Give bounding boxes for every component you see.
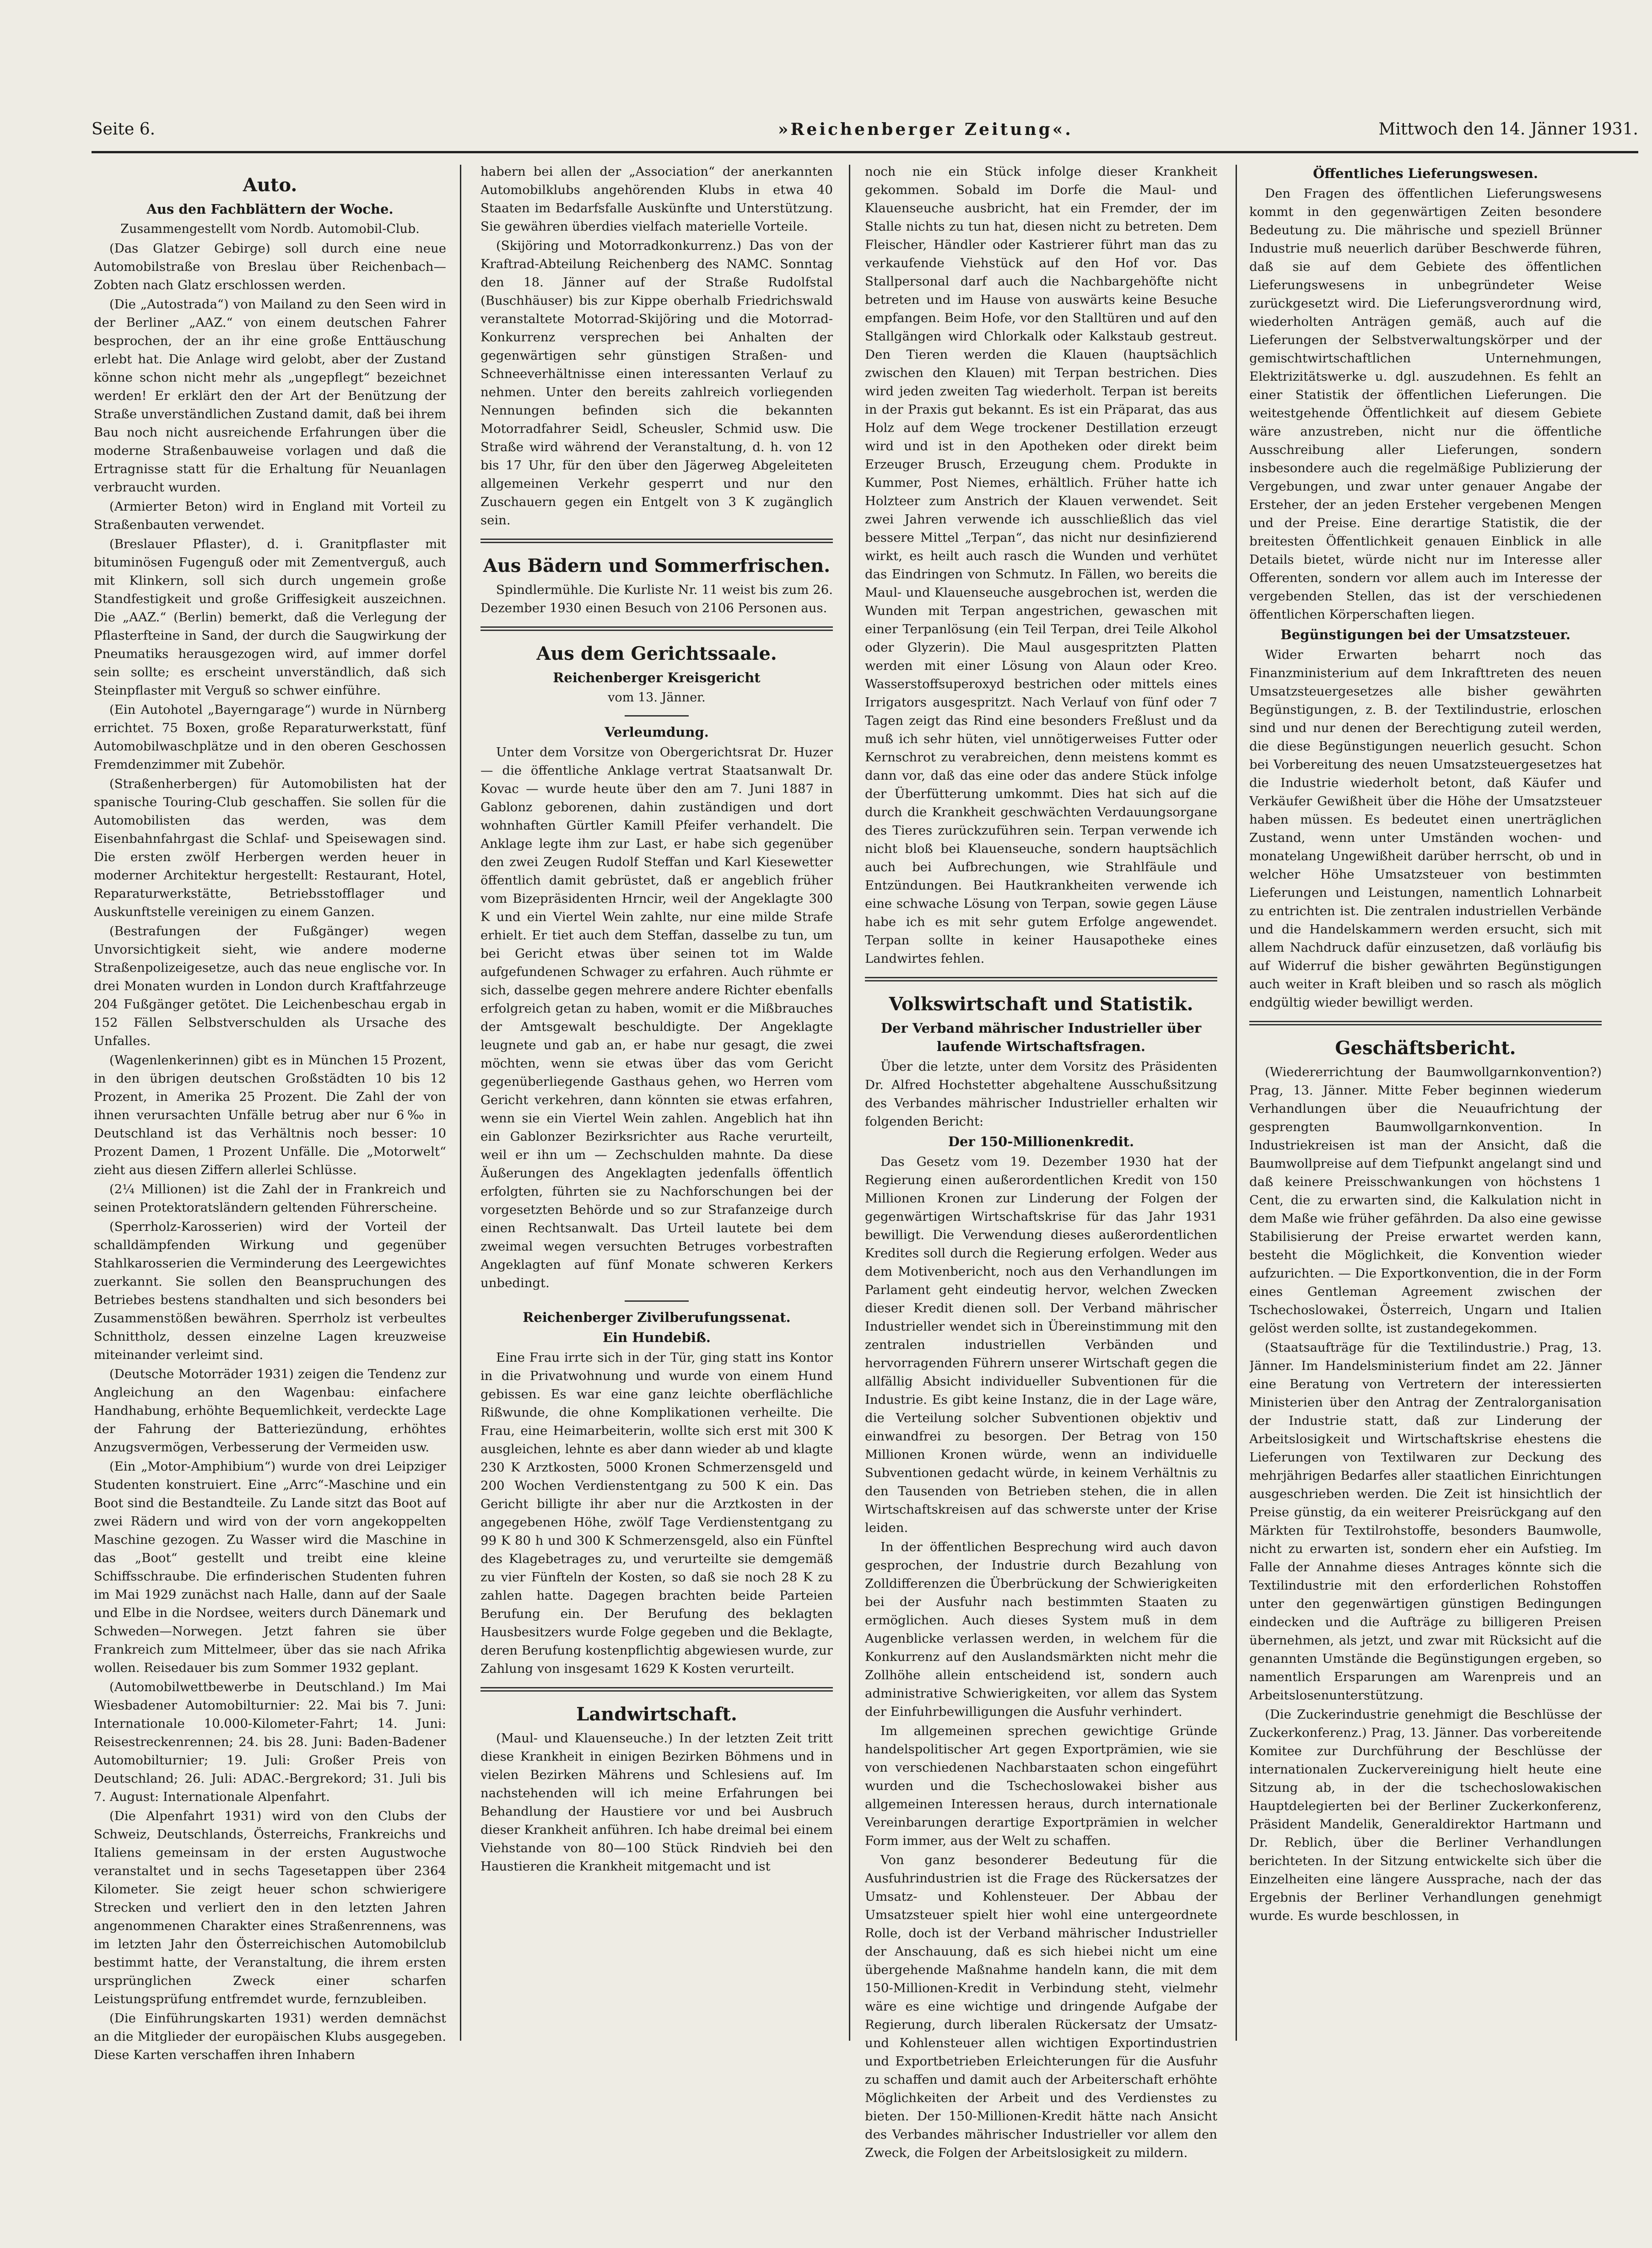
article-paragraph: (Wagenlenkerinnen) gibt es in München 15 Prozent, in den übrigen deutschen Großstädten 10 bis 12 Prozent, in Amerika 25 Prozent. Die Zahl der von ihnen verursachten Unfälle betrug aber nur 6‰ in Deutschland ist das Verhältnis noch besser: 10 Prozent Damen, 1 Prozent Unfälle. Die „Motorwelt“ zieht aus diesen Ziffern allerlei Schlüsse. xyxy=(94,1053,446,1177)
section-rule xyxy=(1249,1021,1602,1025)
article-paragraph: (Skijöring und Motorradkonkurrenz.) Das von der Kraftrad-Abteilung Reichenberg des NAMC. Sonntag den 18. Jänner auf der Straße Rudolfstal (Buschhäuser) bis zur Kippe oberhalb Friedrichswald veranstaltete Motorrad-Skijöring und die Motorrad-Konkurrenz versprechen bei Anhalten der gegenwärtigen sehr günstigen Straßen- und Schneeverhältnisse einen interessanten Verlauf zu nehmen. Unter den bereits zahlreich vorliegenden Nennungen befinden sich die bekannten Motorradfahrer Seidl, Scheusler, Schmid usw. Die Straße wird während der Veranstaltung, d. h. von 12 bis 17 Uhr, für den über den Jägerweg Abgeleiteten allgemeinen Verkehr gesperrt und nur den Zuschauern gegen ein Entgelt von 3 K zugänglich sein. xyxy=(480,238,833,528)
article-paragraph: Unter dem Vorsitze von Obergerichtsrat Dr. Huzer — die öffentliche Anklage vertrat Staatsanwalt Dr. Kovac — wurde heute über den am 7. Juni 1887 in Gablonz geborenen, dahin zuständigen und dort wohnhaften Gürtler Kamill Pfeifer verhandelt. Die Anklage legte ihm zur Last, er habe sich gegenüber den zwei Zeugen Rudolf Steffan und Karl Kiesewetter öffentlich damit gebrüstet, daß er angeblich früher vom Bizepräsidenten Hrncir, weil der Angeklagte 300 K und ein Viertel Wein zahlte, nur eine milde Strafe erhielt. Er tiet auch dem Steffan, dasselbe zu tun, um bei Gericht etwas über seinen tot im Walde aufgefundenen Schwager zu erfahren. Auch rühmte er sich, dasselbe gegen mehrere andere Richter ebenfalls erfolgreich getan zu haben, womit er die Mißbrauches der Amtsgewalt beschuldigte. Der Angeklagte leugnete und gab an, er habe nur gesagt, die zwei möchten, wenn sie etwas über das vom Gericht gegenüberliegende Gasthaus gehen, wo Herren vom Gericht verkehren, dann könnten sie etwas erfahren, wenn sie ein Viertel Wein zahlen. Angeblich hat ihn ein Gablonzer Bezirksrichter aus Rache verurteilt, weil er ihn um — Zechschulden mahnte. Da diese Äußerungen des Angeklagten jedenfalls öffentlich erfolgten, führten sie zu Nachforschungen bei der vorgesetzten Behörde und so zur Strafanzeige durch einen Rechtsanwalt. Das Urteil lautete bei dem zweimal wegen versuchten Betruges vorbestraften Angeklagten auf fünf Monate schweren Kerkers unbedingt. xyxy=(480,745,833,1290)
article-paragraph: (2¼ Millionen) ist die Zahl der in Frankreich und seinen Protektoratsländern geltenden Führerscheine. xyxy=(94,1182,446,1215)
section-heading-geschaeftsbericht: Geschäftsbericht. xyxy=(1335,1037,1516,1059)
article-paragraph: (Maul- und Klauenseuche.) In der letzten Zeit tritt diese Krankheit in einigen Bezirken Böhmens und in vielen Bezirken Mährens und Schlesiens auf. Im nachstehenden will ich meine Erfahrungen bei Behandlung der Haustiere vor und bei Ausbruch dieser Krankheit anführen. Ich habe dreimal bei einem Viehstande von 80—100 Stück Rindvieh bei den Haustieren die Krankheit mitgemacht und ist xyxy=(480,1731,833,1874)
column-divider xyxy=(849,165,850,2041)
issue-date: Mittwoch den 14. Jänner 1931. xyxy=(1378,120,1638,139)
newspaper-title: »Reichenberger Zeitung«. xyxy=(778,120,1073,139)
article-paragraph: (Ein Autohotel „Bayerngarage“) wurde in Nürnberg errichtet. 75 Boxen, große Reparaturwerkstatt, fünf Automobilwaschplätze und in den oberen Geschossen Fremdenzimmer mit Zubehör. xyxy=(94,702,446,772)
article-paragraph: In der öffentlichen Besprechung wird auch davon gesprochen, der Industrie durch Bezahlung von Zolldifferenzen die Überbrückung der Schwierigkeiten bei der Ausfuhr nach bestimmten Staaten zu ermöglichen. Auch dieses System muß in dem Augenblicke verlassen werden, in welchem für die Konkurrenz auf den Auslandsmärkten nicht mehr die Zollhöhe allein entscheidend ist, sondern auch administrative Schwierigkeiten, vor allem das System der Einfuhrbewilligungen die Ausfuhr verhindert. xyxy=(865,1540,1217,1719)
header-rule xyxy=(92,151,1638,153)
subheading: Öffentliches Lieferungswesen. xyxy=(1313,166,1538,181)
article-paragraph: Spindlermühle. Die Kurliste Nr. 11 weist bis zum 26. Dezember 1930 einen Besuch von 2106 Personen aus. xyxy=(480,582,833,615)
section-rule xyxy=(865,977,1217,981)
section-heading-baeder: Aus Bädern und Sommerfrischen. xyxy=(483,555,831,577)
section-heading-landwirtschaft: Landwirtschaft. xyxy=(576,1704,737,1725)
article-paragraph: (Breslauer Pflaster), d. i. Granitpflaster mit bituminösen Fugenguß oder mit Zementverguß, auch mit Klinkern, soll sich durch ungemein große Standfestigkeit und große Griffesigkeit auszeichnen. Die „AAZ.“ (Berlin) bemerkt, daß die Verlegung der Pflasterfteine in Sand, der durch die Saugwirkung der Pneumatiks herausgezogen wird, auf immer dorfel sein sollte; es erscheint unverständlich, daß sich Steinpflaster mit Verguß so schwer einführe. xyxy=(94,537,446,698)
article-paragraph: (Die Einführungskarten 1931) werden demnächst an die Mitglieder der europäischen Klubs ausgegeben. Diese Karten verschaffen ihren Inhabern xyxy=(94,2011,446,2062)
subheading: Ein Hundebiß. xyxy=(602,1330,711,1345)
article-paragraph: (Straßenherbergen) für Automobilisten hat der spanische Touring-Club geschaffen. Sie sollen für die Automobilisten das werden, was dem Eisenbahnfahrgast die Schlaf- und Speisewagen sind. Die ersten zwölf Herbergen werden heuer in moderner Architektur hergestellt: Restaurant, Hotel, Reparaturwerkstätte, Betriebsstofflager und Auskunftstelle vereinigen zu einem Ganzen. xyxy=(94,776,446,919)
section-heading-auto: Auto. xyxy=(243,174,297,196)
article-paragraph: (Ein „Motor-Amphibium“) wurde von drei Leipziger Studenten konstruiert. Eine „Arrc“-Maschine und ein Boot sind die Bestandteile. Zu Lande sitzt das Boot auf zwei Rädern und wird von der vorn angekoppelten Maschine gezogen. Zu Wasser wird die Maschine in das „Boot“ gestellt und treibt eine kleine Schiffsschraube. Die erfinderischen Studenten fuhren im Mai 1929 zunächst nach Halle, dann auf der Saale und Elbe in die Nordsee, weiters durch Dänemark und Schweden—Norwegen. Jetzt fahren sie über Frankreich zum Mittelmeer, über das sie nach Afrika wollen. Reisedauer bis zum Sommer 1932 geplant. xyxy=(94,1459,446,1675)
section-rule xyxy=(480,1687,833,1692)
article-paragraph: (Das Glatzer Gebirge) soll durch eine neue Automobilstraße von Breslau über Reichenbach—Zobten nach Glatz erschlossen werden. xyxy=(94,241,446,292)
column-divider xyxy=(1236,165,1237,2041)
article-paragraph: (Wiedererrichtung der Baumwollgarnkonvention?) Prag, 13. Jänner. Mitte Feber beginnen wiederum Verhandlungen über die Neuaufrichtung der gesprengten Baumwollgarnkonvention. In Industriekreisen ist man der Ansicht, daß die Baumwollpreise auf dem Tiefpunkt angelangt sind und daß keinere Preisschwankungen von höchstens 1 Cent, die zu erwarten sind, die Kalkulation nicht in dem Maße wie früher gefährden. Da also eine gewisse Stabilisierung der Preise erwartet werden kann, besteht die Möglichkeit, die Konvention wieder aufzurichten. — Die Exportkonvention, die in der Form eines Gentleman Agreement zwischen der Tschechoslowakei, Österreich, Ungarn und Italien gelöst werden sollte, ist zustandegekommen. xyxy=(1249,1065,1602,1336)
subheading: Reichenberger Kreisgericht xyxy=(553,670,761,685)
column-2 xyxy=(480,162,833,2231)
article-paragraph: Wider Erwarten beharrt noch das Finanzministerium auf dem Inkrafttreten des neuen Umsatzsteuergesetzes alle bisher gewährten Begünstigungen, z. B. der Textilindustrie, erloschen sind und nur denen der Berechtigung zuteil werden, die diese Begünstigungen neuerlich gesucht. Schon bei Vorbereitung des neuen Umsatzsteuergesetzes hat die Industrie wiederholt betont, daß Käufer und Verkäufer Gewißheit über die Höhe der Umsatzsteuer haben müssen. Es bedeutet einen unerträglichen Zustand, wenn unter Umständen wochen- und monatelang Ungewißheit darüber herrscht, ob und in welcher Höhe Umsatzsteuer von bestimmten Lieferungen und Leistungen, namentlich Lohnarbeit zu entrichten ist. Die zentralen industriellen Verbände und die Handelskammern werden ersucht, sich mit allem Nachdruck dafür einzusetzen, daß vorläufig bis auf Widerruf die bisher gewährten Begünstigungen auch weiter in Kraft bleiben und so rasch als möglich endgültig wieder bewilligt werden. xyxy=(1249,647,1602,1010)
column-3 xyxy=(865,162,1217,2231)
column-4 xyxy=(1249,162,1602,2231)
article-paragraph: (Bestrafungen der Fußgänger) wegen Unvorsichtigkeit sieht, wie andere moderne Straßenpolizeigesetze, auch das neue englische vor. In drei Monaten wurden in London durch Kraftfahrzeuge 204 Fußgänger getötet. Die Leichenbeschau ergab in 152 Fällen Selbstverschulden als Ursache des Unfalles. xyxy=(94,924,446,1048)
article-paragraph: Den Fragen des öffentlichen Lieferungswesens kommt in den gegenwärtigen Zeiten besondere Bedeutung zu. Die mährische und speziell Brünner Industrie muß neuerlich darüber Beschwerde führen, daß sie auf dem Gebiete des öffentlichen Lieferungswesens in unbegründeter Weise zurückgesetzt wird. Die Lieferungsverordnung wird, wiederholten Anträgen gemäß, auch auf die Lieferungen der Selbstverwaltungskörper und der gemischtwirtschaftlichen Unternehmungen, Elektrizitätswerke u. dgl. auszudehnen. Es fehlt an einer Statistik der öffentlichen Lieferungen. Die weitestgehende Öffentlichkeit auf diesem Gebiete wäre anzustreben, nicht nur die öffentliche Ausschreibung aller Lieferungen, sondern insbesondere auch die regelmäßige Publizierung der Vergebungen, und zwar unter genauer Angabe der Ersteher, der an jeden Ersteher vergebenen Mengen und der Preise. Eine derartige Statistik, die der breitesten Öffentlichkeit genauen Einblick in alle Details bietet, würde nicht nur im Interesse aller Offerenten, sondern vor allem auch im Interesse der vergebenden Stellen, das ist der verschiedenen öffentlichen Körperschaften liegen. xyxy=(1249,186,1602,622)
article-paragraph: Eine Frau irrte sich in der Tür, ging statt ins Kontor in die Privatwohnung und wurde von einem Hund gebissen. Es war eine ganz leichte oberflächliche Rißwunde, die ohne Komplikationen verheilte. Die Frau, eine Heimarbeiterin, wollte sich erst mit 300 K ausgleichen, lehnte es aber dann wieder ab und klagte 230 K Arztkosten, 5000 Kronen Schmerzensgeld und 200 Wochen Verdienstentgang zu 500 K ein. Das Gericht billigte ihr aber nur die Arztkosten in der angegebenen Höhe, zwölf Tage Verdienstentgang zu 99 K 80 h und 300 K Schmerzensgeld, also ein Fünftel des Klagebetrages zu, und verurteilte sie demgemäß zu vier Fünfteln der Kosten, so daß sie noch 28 K zu zahlen hatte. Dagegen brachten beide Parteien Berufung ein. Der Berufung des beklagten Hausbesitzers wurde Folge gegeben und die Beklagte, deren Berufung kostenpflichtig abgewiesen wurde, zur Zahlung von insgesamt 1629 K Kosten verurteilt. xyxy=(480,1350,833,1676)
subheading: Aus den Fachblättern der Woche. xyxy=(146,201,394,217)
column-1 xyxy=(94,162,446,2231)
divider xyxy=(625,715,689,717)
article-paragraph: Von ganz besonderer Bedeutung für die Ausfuhrindustrien ist die Frage des Rückersatzes der Umsatz- und Kohlensteuer. Der Abbau der Umsatzsteuer spielt hier wohl eine untergeordnete Rolle, doch ist der Verband mährischer Industrieller der Anschauung, daß es sich hiebei nicht um eine übergehende Maßnahme handeln kann, die mit dem 150-Millionen-Kredit in Verbindung steht, vielmehr wäre es eine wichtige und dringende Aufgabe der Regierung, durch liberalen Rückersatz der Umsatz- und Kohlensteuer allen wichtigen Exportindustrien und Exportbetrieben Erleichterungen für die Ausfuhr zu schaffen und damit auch der Arbeiterschaft erhöhte Möglichkeiten der Arbeit und des Verdienstes zu bieten. Der 150-Millionen-Kredit hätte nach Ansicht des Verbandes mährischer Industrieller vor allem den Zweck, die Folgen der Arbeitslosigkeit zu mildern. xyxy=(865,1853,1217,2160)
article-paragraph: (Deutsche Motorräder 1931) zeigen die Tendenz zur Angleichung an den Wagenbau: einfachere Handhabung, erhöhte Bequemlichkeit, verdeckte Lage der Fahrung der Batteriezündung, erhöhtes Anzugsvermögen, Verbesserung der Vermeiden usw. xyxy=(94,1367,446,1455)
subheading: Der Verband mährischer Industrieller über laufende Wirtschaftsfragen. xyxy=(880,1020,1202,1054)
section-rule xyxy=(480,539,833,543)
section-rule xyxy=(480,626,833,631)
page-number: Seite 6. xyxy=(92,120,156,139)
subheading: Der 150-Millionenkredit. xyxy=(948,1134,1134,1149)
article-paragraph: Im allgemeinen sprechen gewichtige Gründe handelspolitischer Art gegen Exportprämien, wie sie von verschiedenen Nachbarstaaten schon eingeführt wurden und die Tschechoslowakei bisher aus allgemeinen Interessen heraus, durch internationale Vereinbarungen derartige Exportprämien in welcher Form immer, aus der Welt zu schaffen. xyxy=(865,1724,1217,1848)
article-paragraph: Über die letzte, unter dem Vorsitz des Präsidenten Dr. Alfred Hochstetter abgehaltene Ausschußsitzung des Verbandes mährischer Industrieller erhalten wir folgenden Bericht: xyxy=(865,1059,1217,1129)
article-paragraph: (Sperrholz-Karosserien) wird der Vorteil der schalldämpfenden Wirkung und gegenüber Stahlkarosserien die Verminderung des Leergewichtes zuerkannt. Sie sollen den Beanspruchungen des Betriebes bestens standhalten und sich besonders bei Zusammenstößen bewähren. Sperrholz ist verbeultes Schnittholz, dessen einzelne Lagen kreuzweise miteinander verleimt sind. xyxy=(94,1219,446,1362)
article-paragraph: (Die Zuckerindustrie genehmigt die Beschlüsse der Zuckerkonferenz.) Prag, 13. Jänner. Das vorbereitende Komitee zur Durchführung der Beschlüsse der internationalen Zuckervereinigung hielt heute eine Sitzung ab, in der die tschechoslowakischen Hauptdelegierten bei der Berliner Zuckerkonferenz, Präsident Mandelik, Generaldirektor Hartmann und Dr. Reblich, über die Berliner Verhandlungen berichteten. In der Sitzung entwickelte sich über die Einzelheiten eine längere Aussprache, nach der das Ergebnis der Berliner Verhandlungen genehmigt wurde. Es wurde beschlossen, in xyxy=(1249,1707,1602,1923)
article-paragraph: (Die „Autostrada“) von Mailand zu den Seen wird in der Berliner „AAZ.“ von einem deutschen Fahrer besprochen, der an ihr eine große Enttäuschung erlebt hat. Die Anlage wird gelobt, aber der Zustand könne schon nicht mehr als „ungepflegt“ bezeichnet werden! Er erklärt den der Art der Benützung der Straße unverständlichen Zustand damit, daß bei ihrem Bau noch nicht ausreichende Erfahrungen über die moderne Straßenbauweise vorlagen und daß die Ertragnisse statt für die Erhaltung für Neuanlagen verbraucht wurden. xyxy=(94,297,446,495)
article-paragraph: (Die Alpenfahrt 1931) wird von den Clubs der Schweiz, Deutschlands, Österreichs, Frankreichs und Italiens gemeinsam in der ersten Augustwoche veranstaltet und in sechs Tagesetappen über 2364 Kilometer. Sie zeigt heuer schon schwierigere Strecken und verliert den in den letzten Jahren angenommenen Charakter eines Straßenrennens, was im letzten Jahr den Österreichischen Automobilclub bestimmt hatte, der Veranstaltung, die ihrem ersten ursprünglichen Zweck einer scharfen Leistungsprüfung entfremdet wurde, fernzubleiben. xyxy=(94,1809,446,2006)
byline: Zusammengestellt vom Nordb. Automobil-Club. xyxy=(120,222,420,236)
divider xyxy=(625,1300,689,1302)
article-paragraph: noch nie ein Stück infolge dieser Krankheit gekommen. Sobald im Dorfe die Maul- und Klauenseuche ausbricht, hat ein Fremder, der im Stalle nichts zu tun hat, diesen nicht zu betreten. Dem Fleischer, Händler oder Kastrierer führt man das zu verkaufende Viehstück auf den Hof vor. Das Stallpersonal darf auch die Nachbargehöfte nicht betreten und im Hause von auswärts keine Besuche empfangen. Beim Hofe, vor den Stalltüren und auf den Stallgängen wird Chlorkalk oder Kalkstaub gestreut. Den Tieren werden die Klauen (hauptsächlich zwischen den Klauen) mit Terpan bestrichen. Dies wird jeden zweiten Tag wiederholt. Terpan ist bereits in der Praxis gut bekannt. Es ist ein Präparat, das aus Holz auf dem Wege trockener Destillation erzeugt wird und ist in den Apotheken oder direkt beim Erzeuger Brusch, Erzeugung chem. Produkte in Kummer, Post Niemes, erhältlich. Früher hatte ich Holzteer zum Anstrich der Klauen verwendet. Seit zwei Jahren verwende ich ausschließlich das viel bessere Mittel „Terpan“, das nicht nur desinfizierend wirkt, es heilt auch rasch die Wunden und verhütet das Eindringen von Schmutz. In Fällen, wo bereits die Maul- und Klauenseuche ausgebrochen ist, werden die Wunden mit Terpan angestrichen, gewaschen mit einer Terpanlösung (ein Teil Terpan, drei Teile Alkohol oder Glyzerin). Die Maul ausgespritzten Platten werden mit einer Lösung von Alaun oder Kreo. Wasserstoffsuperoxyd bestrichen oder mittels eines Irrigators ausgespritzt. Nach Verlauf von fünf oder 7 Tagen zeigt das Rind eine besonders Freßlust und da muß ich sehr hüten, viel unnötigerweises Futter oder Kernschrot zu verabreichen, denn meistens kommt es dann vor, daß das eine oder das andere Stück infolge der Überfütterung umkommt. Dies hat sich auf die durch die Krankheit geschwächten Verdauungsorgane des Tieres zurückzuführen sein. Terpan verwende ich nicht bloß bei Klauenseuche, sondern hauptsächlich auch bei Aufbrechungen, wie Strahlfäule und Entzündungen. Bei Hautkrankheiten verwende ich eine schwache Lösung von Terpan, sowie gegen Läuse habe ich es mit sehr gutem Erfolge angewendet. Terpan sollte in keiner Hausapotheke eines Landwirtes fehlen. xyxy=(865,164,1217,966)
subheading: Reichenberger Zivilberufungssenat. xyxy=(523,1310,791,1325)
dateline: vom 13. Jänner. xyxy=(608,690,706,705)
article-paragraph: (Armierter Beton) wird in England mit Vorteil zu Straßenbauten verwendet. xyxy=(94,499,446,532)
section-heading-volkswirtschaft: Volkswirtschaft und Statistik. xyxy=(889,993,1193,1015)
section-heading-gerichtssaal: Aus dem Gerichtssaale. xyxy=(536,643,777,664)
article-paragraph: (Staatsaufträge für die Textilindustrie.) Prag, 13. Jänner. Im Handelsministerium findet am 22. Jänner eine Beratung von Vertretern der interessierten Ministerien über den Antrag der Zentralorganisation der Industrie statt, daß zur Linderung der Arbeitslosigkeit und Wirtschaftskrise ehestens die Lieferungen von Textilwaren zur Deckung des mehrjährigen Bedarfes aller staatlichen Einrichtungen ausgeschrieben werden. Die Zeit ist hinsichtlich der Preise günstig, da ein weiterer Preisrückgang auf den Märkten für Textilrohstoffe, besonders Baumwolle, nicht zu erwarten ist, sondern eher ein Aufstieg. Im Falle der Annahme dieses Antrages könnte sich die Textilindustrie mit den erforderlichen Rohstoffen unter den gegenwärtigen günstigen Bedingungen eindecken und die Aufträge zu billigeren Preisen übernehmen, als jetzt, und zwar mit Rücksicht auf die genannten Umstände die Begünstigungen ergeben, so namentlich Ersparungen am Warenpreis und an Arbeitslosenunterstützung. xyxy=(1249,1340,1602,1703)
column-divider xyxy=(460,165,461,2041)
article-paragraph: (Automobilwettbewerbe in Deutschland.) Im Mai Wiesbadener Automobilturnier: 22. Mai bis 7. Juni: Internationale 10.000-Kilometer-Fahrt; 14. Juni: Reisestreckenrennen; 24. bis 28. Juni: Baden-Badener Automobilturnier; 19. Juli: Großer Preis von Deutschland; 26. Juli: ADAC.-Bergrekord; 31. Juli bis 7. August: Internationale Alpenfahrt. xyxy=(94,1680,446,1804)
subheading: Verleumdung. xyxy=(605,724,709,740)
article-paragraph: habern bei allen der „Association“ der anerkannten Automobilklubs angehörenden Klubs in etwa 40 Staaten im Bedarfsfalle Auskünfte und Unterstützung. Sie gewähren überdies vielfach materielle Vorteile. xyxy=(480,164,833,234)
article-paragraph: Das Gesetz vom 19. Dezember 1930 hat der Regierung einen außerordentlichen Kredit von 150 Millionen Kronen zur Linderung der Folgen der gegenwärtigen Wirtschaftskrise für das Jahr 1931 bewilligt. Die Verwendung dieses außerordentlichen Kredites soll durch die Regierung erfolgen. Weder aus dem Motivenbericht, noch aus den Verhandlungen im Parlament geht eindeutig hervor, welchen Zwecken dieser Kredit dienen soll. Der Verband mährischer Industrieller wendet sich in Übereinstimmung mit den zentralen industriellen Verbänden und hervorragenden Führern unserer Wirtschaft gegen die allfällig Absicht individueller Subventionen für die Industrie. Es gibt keine Instanz, die in der Lage wäre, die Verteilung solcher Subventionen objektiv und einwandfrei zu besorgen. Der Betrag von 150 Millionen Kronen würde, wenn an individuelle Subventionen gedacht würde, in keinem Verhältnis zu den Tausenden von Betrieben stehen, die in allen Wirtschaftskreisen auf das schwerste unter der Krise leiden. xyxy=(865,1154,1217,1535)
subheading: Begünstigungen bei der Umsatzsteuer. xyxy=(1280,627,1571,642)
